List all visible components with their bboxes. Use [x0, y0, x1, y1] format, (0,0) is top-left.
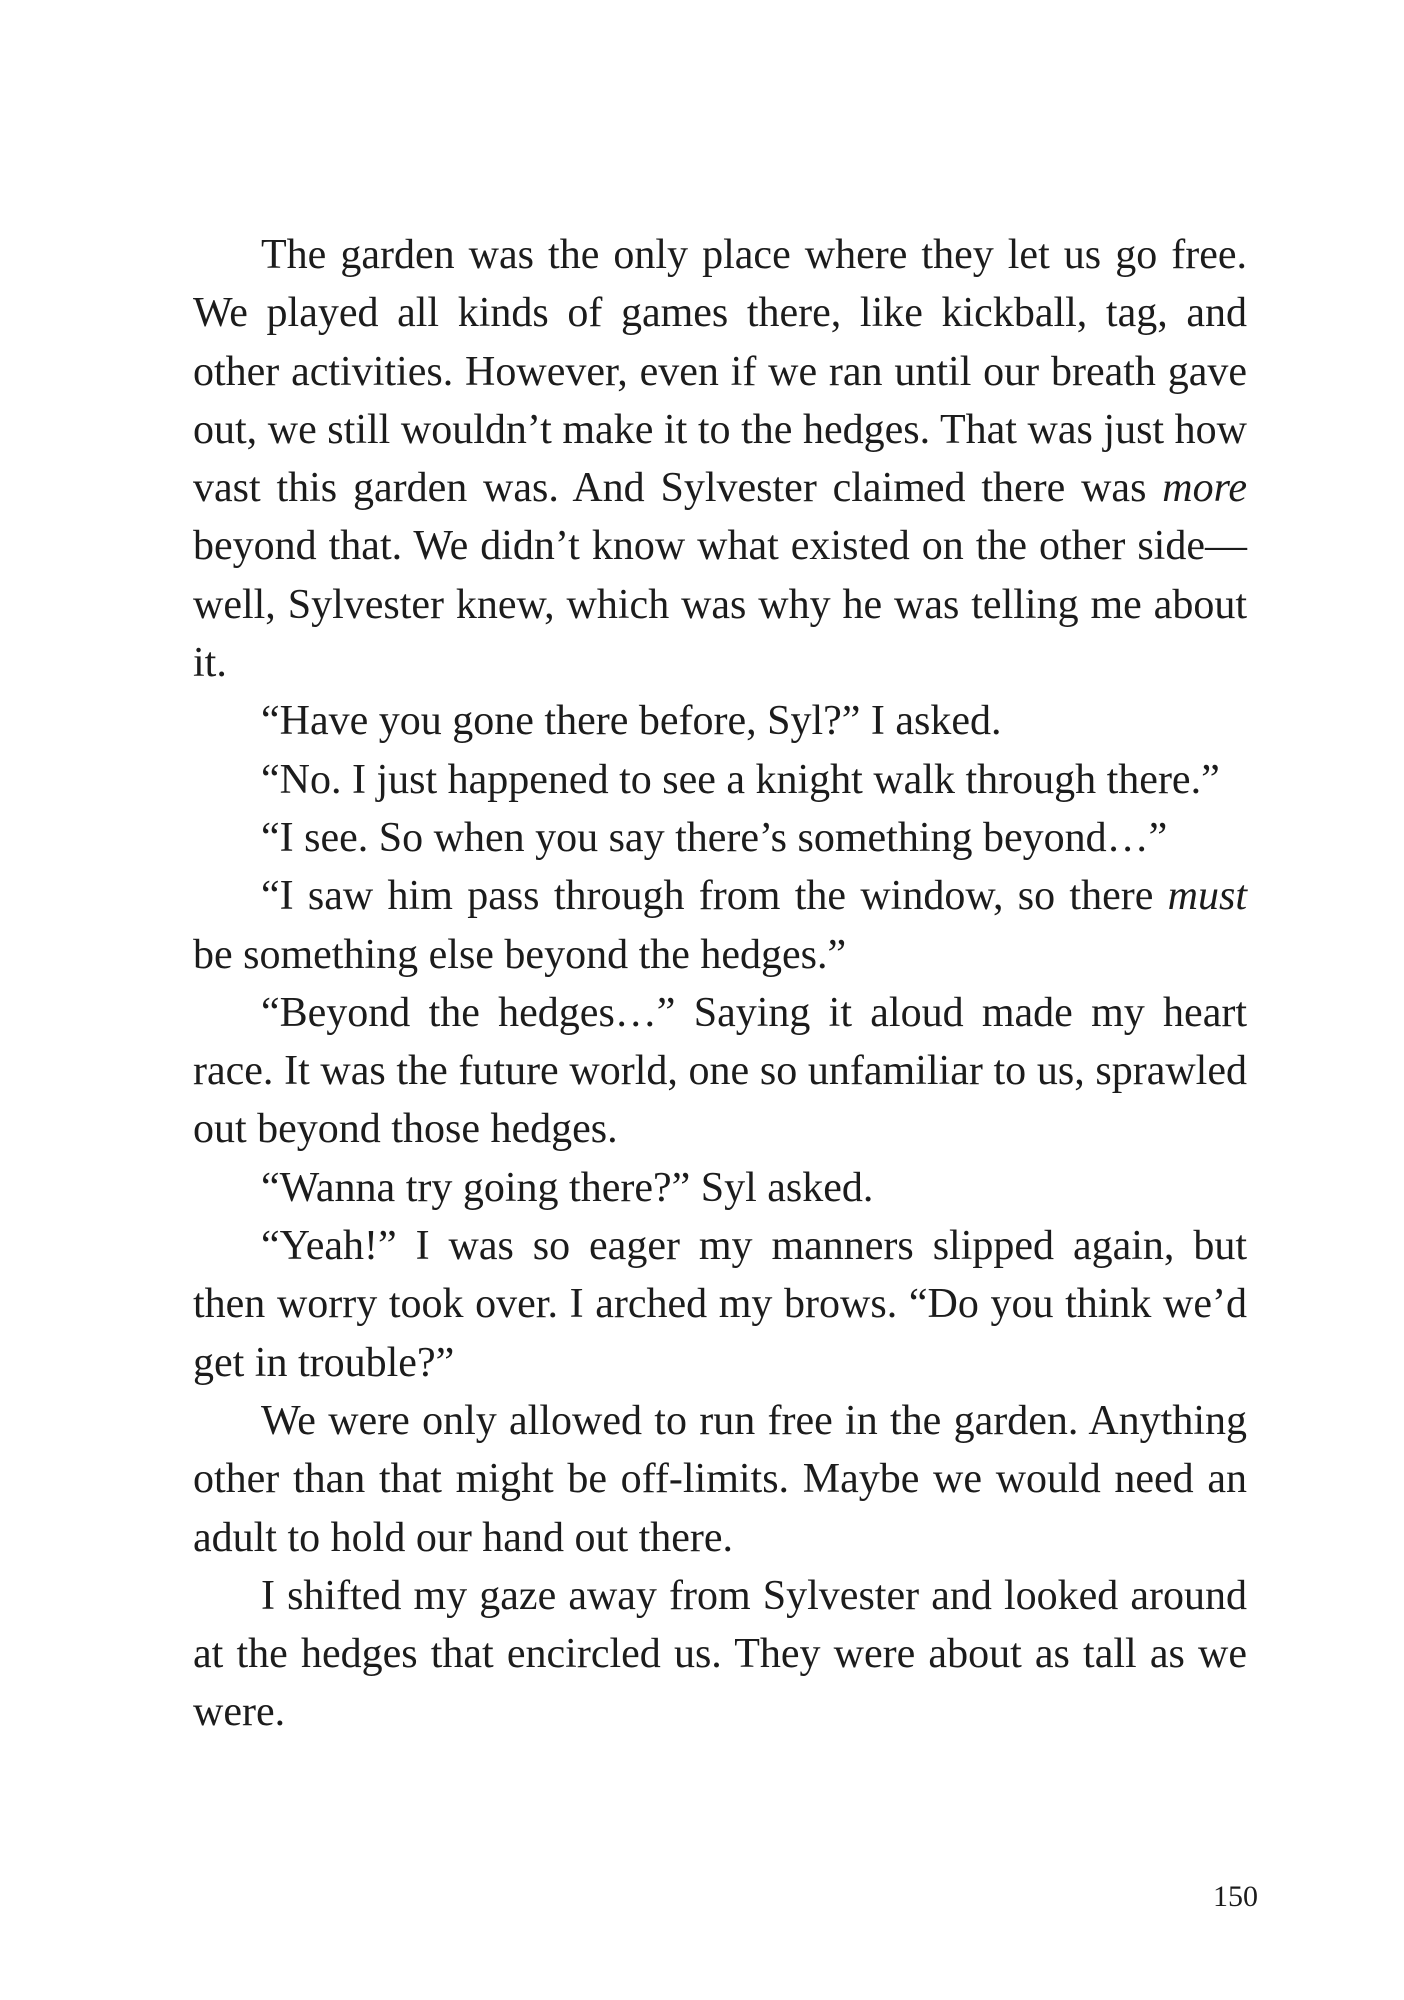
paragraph: “I saw him pass through from the window, so there must be something else beyond the hedges.”: [193, 873, 1247, 978]
paragraph: I shifted my gaze away from Sylvester and looked around at the hedges that encircled us. They were about as tall as we were.: [193, 1572, 1247, 1736]
paragraph: “I see. So when you say there’s something beyond…”: [261, 814, 1168, 861]
page-number: 150: [1213, 1880, 1258, 1913]
paragraph: “No. I just happened to see a knight walk through there.”: [261, 756, 1220, 803]
paragraph: We were only allowed to run free in the garden. Anything other than that might be off-limits. Maybe we would need an adult to hold our hand out there.: [193, 1397, 1247, 1561]
paragraph: The garden was the only place where they let us go free. We played all kinds of games there, like kickball, tag, and other activities. However, even if we ran until our breath gave out, we still wouldn’t make it to the hedges. That was just how vast this garden was. And Sylvester claimed there was more beyond that. We didn’t know what existed on the other side—well, Sylvester knew, which was why he was telling me about it.: [193, 232, 1247, 687]
body-text: [193, 226, 1247, 1742]
paragraph: “Wanna try going there?” Syl asked.: [261, 1164, 874, 1211]
paragraph: “Have you gone there before, Syl?” I asked.: [261, 698, 1002, 745]
paragraph: “Beyond the hedges…” Saying it aloud made my heart race. It was the future world, one so unfamiliar to us, sprawled out beyond those hedges.: [193, 989, 1247, 1153]
paragraph: “Yeah!” I was so eager my manners slipped again, but then worry took over. I arched my brows. “Do you think we’d get in trouble?”: [193, 1223, 1247, 1386]
